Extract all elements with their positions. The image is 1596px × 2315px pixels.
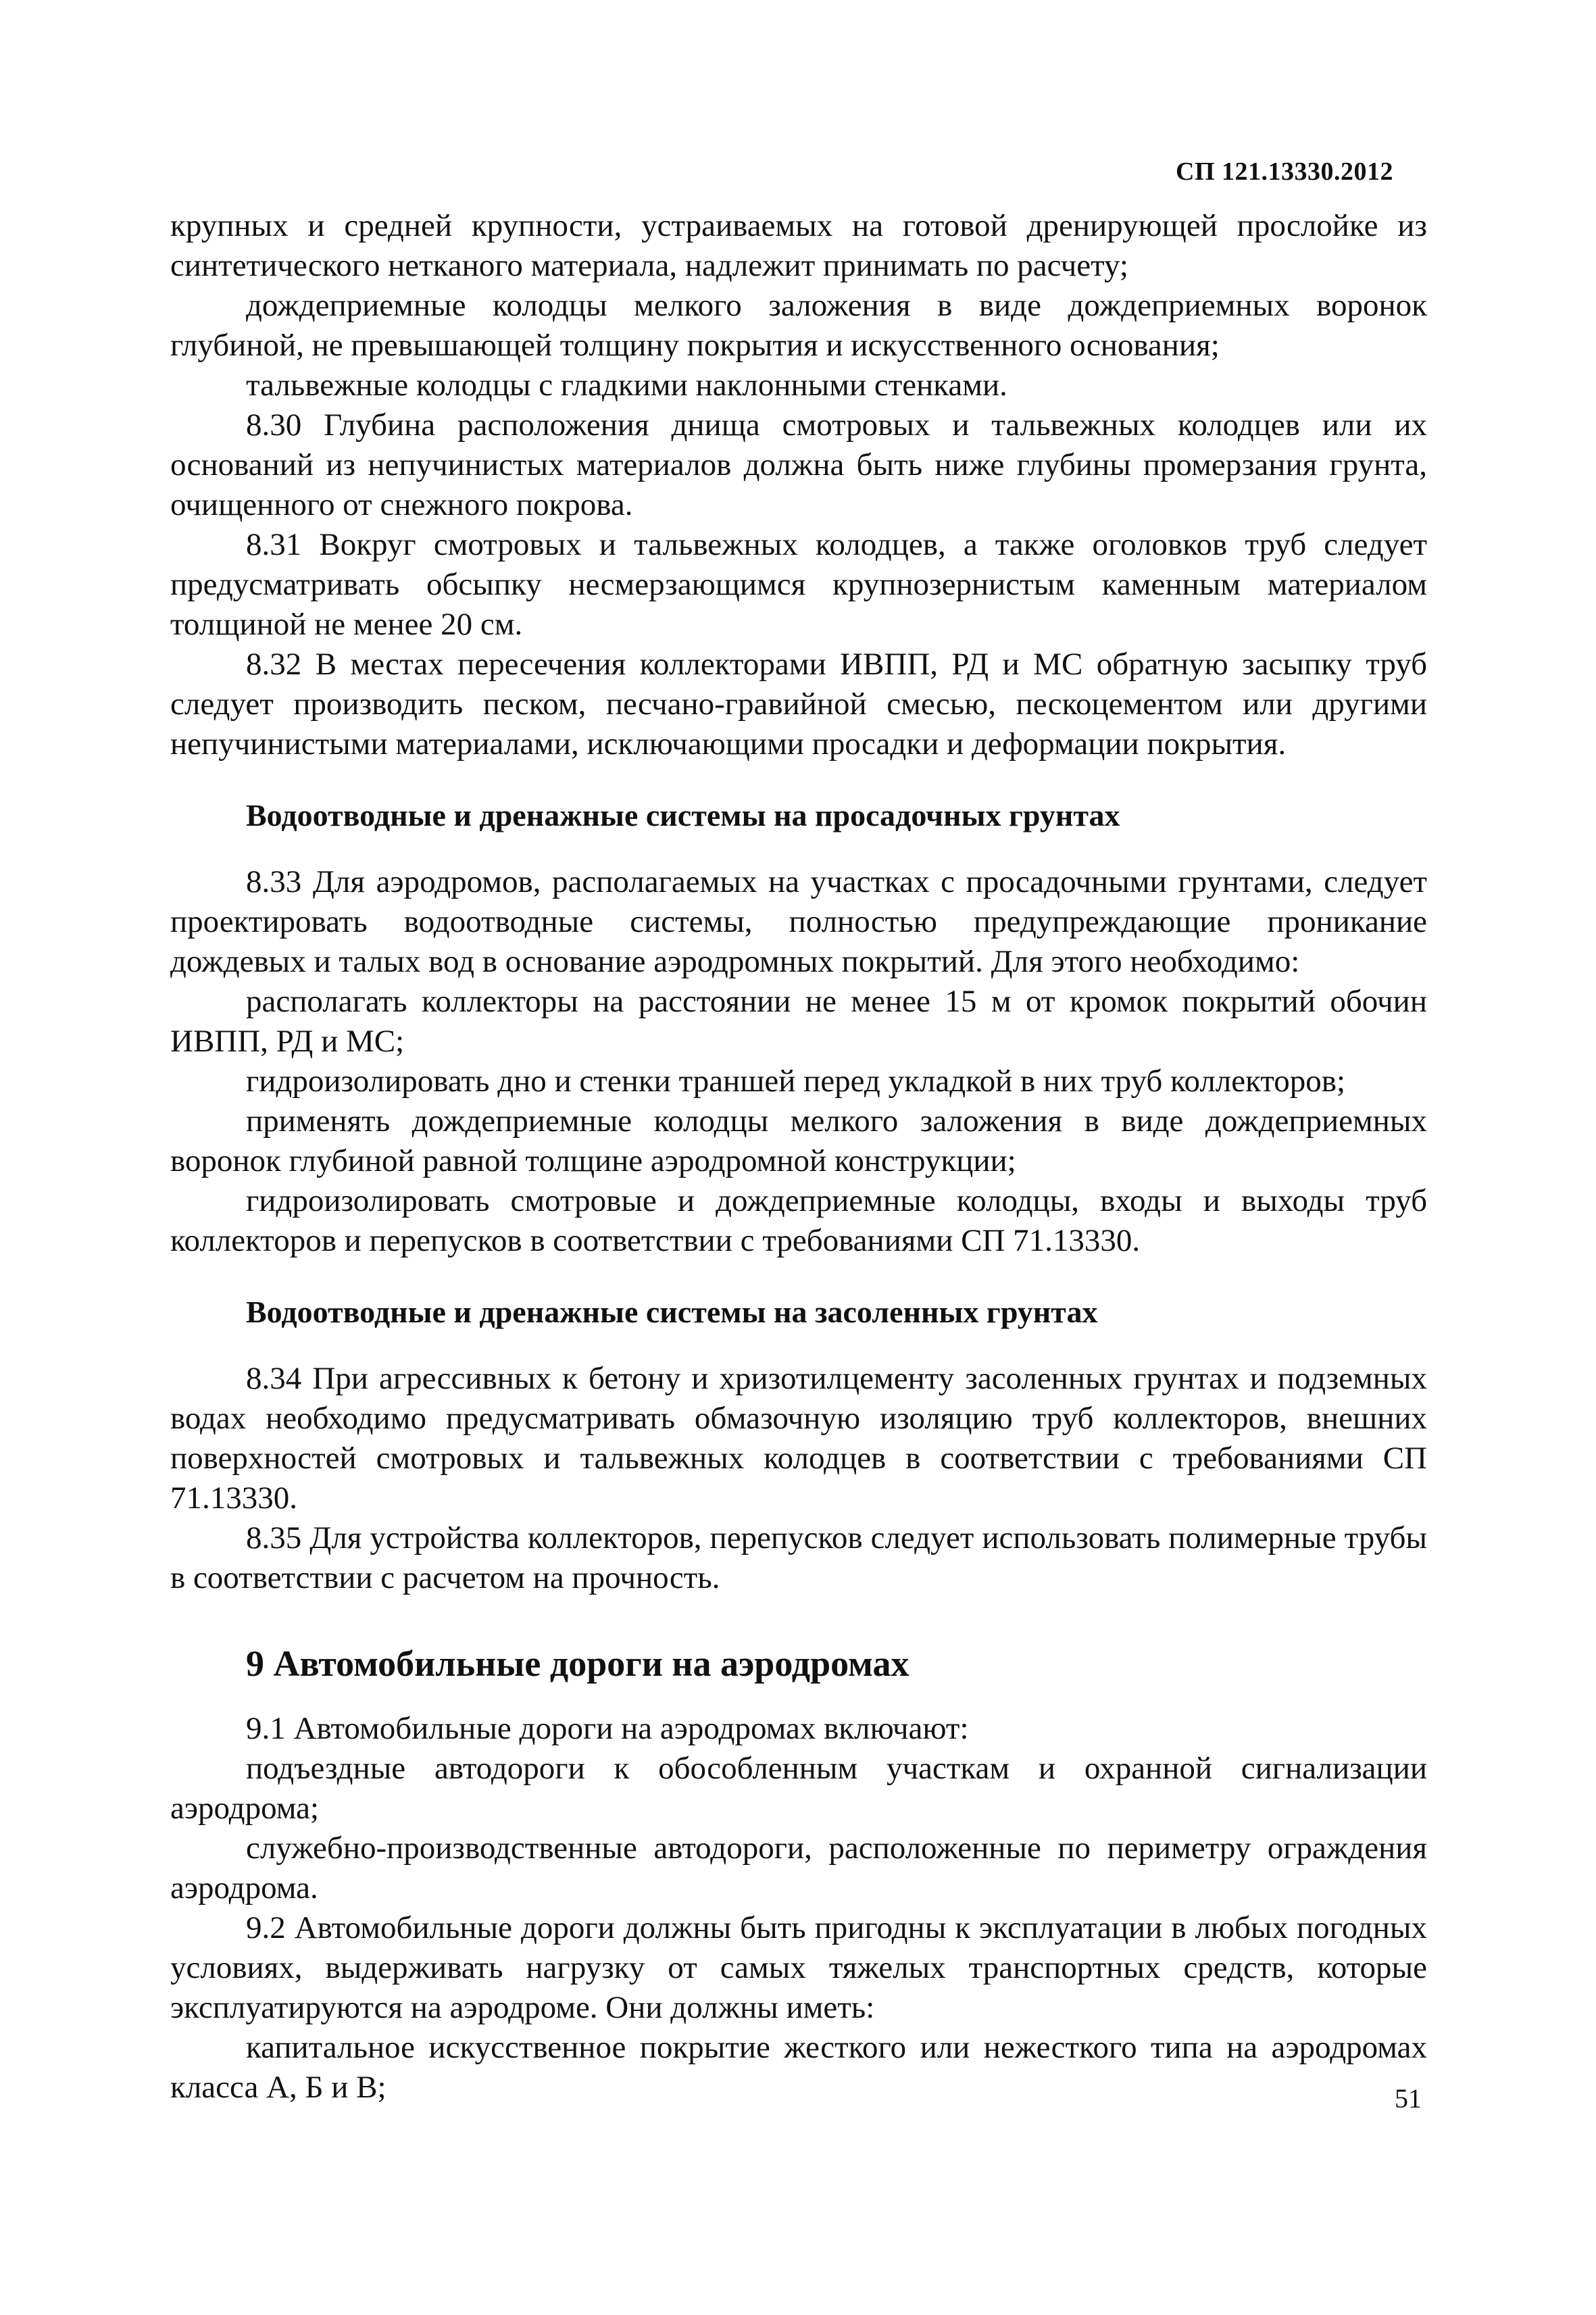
- clause-9-2: 9.2 Автомобильные дороги должны быть пригодны к эксплуатации в любых погодных условиях, выдерживать нагрузку от самых тяжелых транспортных средств, которые эксплуатируются на аэродроме. Они должны иметь:: [170, 1910, 1427, 2025]
- paragraph-list-item: гидроизолировать дно и стенки траншей перед укладкой в них труб коллекторов;: [246, 1064, 1346, 1099]
- paragraph-list-item: подъездные автодороги к обособленным участкам и охранной сигнализации аэродрома;: [170, 1751, 1427, 1826]
- clause-8-30: 8.30 Глубина расположения днища смотровых и тальвежных колодцев или их оснований из непучинистых материалов должна быть ниже глубины промерзания грунта, очищенного от снежного покрова.: [170, 407, 1427, 522]
- clause-9-1: 9.1 Автомобильные дороги на аэродромах включают:: [246, 1711, 969, 1746]
- clause-8-33: 8.33 Для аэродромов, располагаемых на участках с просадочными грунтами, следует проектировать водоотводные системы, полностью предупреждающие проникание дождевых и талых вод в основание аэродромных покрытий. Для этого необходимо:: [170, 864, 1427, 979]
- page-number: 51: [1395, 2083, 1422, 2114]
- document-code-header: СП 121.13330.2012: [1176, 157, 1393, 186]
- clause-8-34: 8.34 При агрессивных к бетону и хризотилцементу засоленных грунтах и подземных водах необходимо предусматривать обмазочную изоляцию труб коллекторов, внешних поверхностей смотровых и тальвежных колодцев в соответствии с требованиями СП 71.13330.: [170, 1361, 1427, 1516]
- paragraph-list-item: гидроизолировать смотровые и дождеприемные колодцы, входы и выходы труб коллекторов и перепусков в соответствии с требованиями СП 71.13330.: [170, 1183, 1427, 1258]
- section-heading-subsiding-soils: Водоотводные и дренажные системы на просадочных грунтах: [246, 798, 1120, 832]
- paragraph-list-item: капитальное искусственное покрытие жесткого или нежесткого типа на аэродромах класса А, Б и В;: [170, 2030, 1427, 2105]
- paragraph-list-item: тальвежные колодцы с гладкими наклонными стенками.: [246, 368, 1007, 403]
- paragraph-list-item: применять дождеприемные колодцы мелкого заложения в виде дождеприемных воронок глубиной равной толщине аэродромной конструкции;: [170, 1103, 1427, 1178]
- clause-8-32: 8.32 В местах пересечения коллекторами ИВПП, РД и МС обратную засыпку труб следует производить песком, песчано-гравийной смесью, пескоцементом или другими непучинистыми материалами, исключающими просадки и деформации покрытия.: [170, 647, 1427, 762]
- paragraph-list-item: располагать коллекторы на расстоянии не менее 15 м от кромок покрытий обочин ИВПП, РД и МС;: [170, 984, 1427, 1059]
- paragraph-continuation: крупных и средней крупности, устраиваемых на готовой дренирующей прослойке из синтетического нетканого материала, надлежит принимать по расчету;: [170, 208, 1427, 283]
- chapter-9-heading: 9 Автомобильные дороги на аэродромах: [246, 1643, 909, 1684]
- clause-8-31: 8.31 Вокруг смотровых и тальвежных колодцев, а также оголовков труб следует предусматривать обсыпку несмерзающимся крупнозернистым каменным материалом толщиной не менее 20 см.: [170, 527, 1427, 642]
- section-heading-saline-soils: Водоотводные и дренажные системы на засоленных грунтах: [246, 1295, 1098, 1329]
- page-content: [170, 206, 1427, 2108]
- paragraph-list-item: служебно-производственные автодороги, расположенные по периметру ограждения аэродрома.: [170, 1831, 1427, 1906]
- clause-8-35: 8.35 Для устройства коллекторов, перепусков следует использовать полимерные трубы в соответствии с расчетом на прочность.: [170, 1520, 1427, 1595]
- paragraph-list-item: дождеприемные колодцы мелкого заложения в виде дождеприемных воронок глубиной, не превышающей толщину покрытия и искусственного основания;: [170, 288, 1427, 363]
